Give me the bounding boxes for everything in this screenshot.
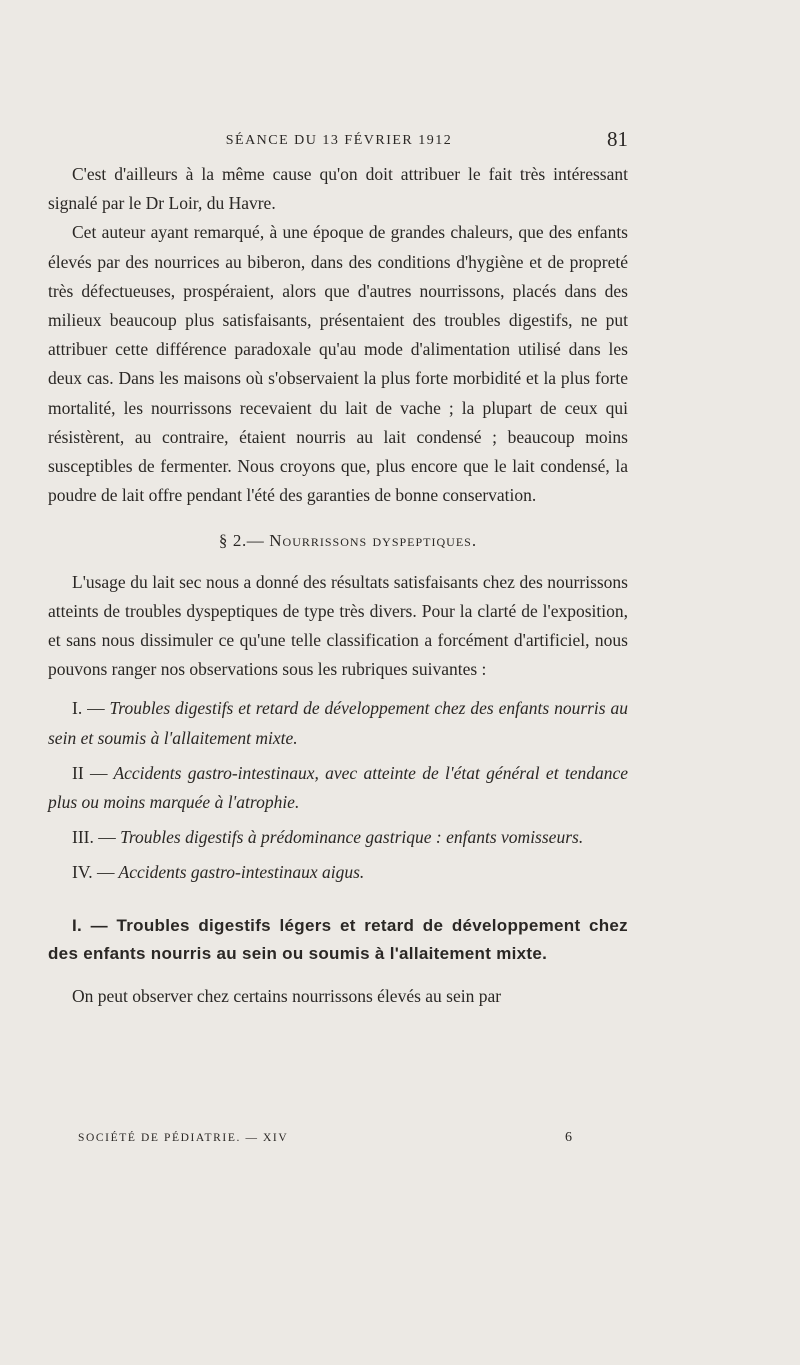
rubric-item (48, 759, 628, 817)
page-footer (78, 1130, 578, 1152)
section-paragraph: L'usage du lait sec nous a donné des résultats satisfaisants chez des nourrissons atteints de troubles dyspeptiques de type très divers. Pour la clarté de l'exposition, et sans nous dissimuler ce qu'une telle classification a forcément d'artificiel, nous pouvons ranger nos observations sous les rubriques suivantes : (48, 571, 628, 680)
rubric-number: IV. — (72, 862, 115, 883)
header-title: SÉANCE DU 13 FÉVRIER 1912 (225, 133, 453, 148)
footer-sheet-number: 6 (565, 1130, 572, 1145)
paragraph-1: C'est d'ailleurs à la même cause qu'on doit attribuer le fait très intéressant signalé par le Dr Loir, du Havre. (48, 164, 628, 214)
paragraph-2: Cet auteur ayant remarqué, à une époque de grandes chaleurs, que des enfants élevés par des nourrices au biberon, dans des conditions d'hygiène et de propreté très défectueuses, prospéraient, alors que d'autres nourrissons, placés dans des milieux beaucoup plus satisfaisants, présentaient des troubles digestifs, ne put attribuer cette différence paradoxale qu'au mode d'alimentation utilisé dans les deux cas. Dans les maisons où s'observaient la plus forte morbidité et la plus forte mortalité, les nourrissons recevaient du lait de vache ; la plupart de ceux qui résistèrent, au contraire, étaient nourris au lait condensé ; beaucoup moins susceptibles de fermenter. Nous croyons que, plus encore que le lait condensé, la poudre de lait offre pendant l'été des garanties de bonne conservation. (48, 222, 628, 506)
rubric-text: Accidents gastro-intestinaux aigus. (118, 862, 365, 883)
section-number: § 2.— (218, 531, 265, 551)
subsection-heading: I. — Troubles digestifs légers et retard de développement chez des enfants nourris au sein ou soumis à l'allaitement mixte. (48, 915, 628, 963)
running-header (48, 127, 630, 157)
final-paragraph: On peut observer chez certains nourrissons élevés au sein par (72, 985, 502, 1006)
rubric-text: Troubles digestifs à prédominance gastrique : enfants vomisseurs. (120, 827, 584, 848)
rubric-number: III. — (72, 827, 116, 848)
rubric-number: II — (72, 762, 108, 783)
rubric-item (48, 694, 628, 752)
page-number: 81 (607, 127, 628, 151)
rubric-number: I. — (72, 698, 105, 719)
rubric-list (48, 694, 628, 887)
section-title: Nourrissons dyspeptiques. (269, 531, 478, 551)
rubric-item (48, 823, 628, 852)
rubric-text: Troubles digestifs et retard de développement chez des enfants nourris au sein et soumis à l'allaitement mixte. (48, 698, 629, 748)
footer-signature: SOCIÉTÉ DE PÉDIATRIE. — XIV (78, 1132, 289, 1144)
rubric-text: Accidents gastro-intestinaux, avec atteinte de l'état général et tendance plus ou moins marquée à l'atrophie. (48, 762, 629, 813)
body-text (48, 160, 628, 1011)
rubric-item (48, 858, 628, 887)
section-heading (68, 526, 628, 555)
